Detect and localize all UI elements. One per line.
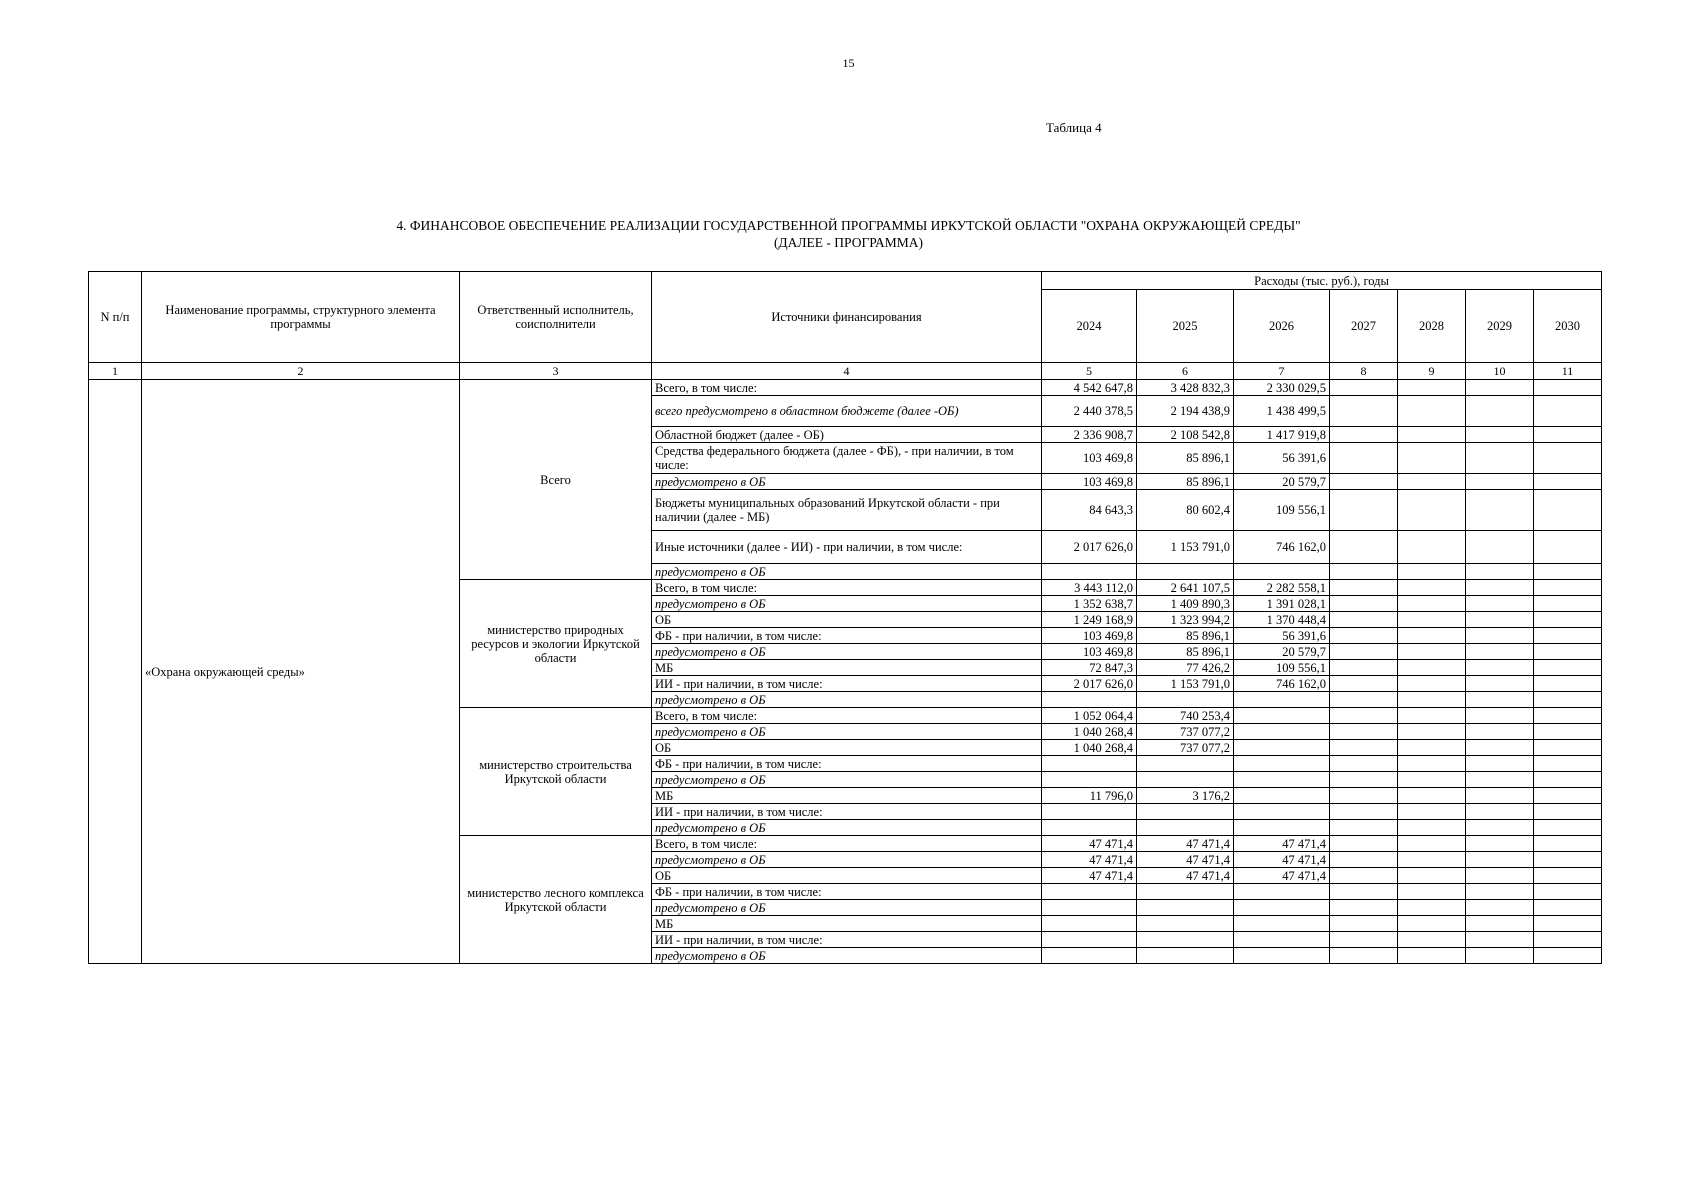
- amount-cell-2029: [1466, 884, 1534, 900]
- amount-cell-2027: [1330, 788, 1398, 804]
- amount-cell-2025: 737 077,2: [1137, 724, 1234, 740]
- amount-cell-2027: [1330, 868, 1398, 884]
- amount-cell-2028: [1398, 474, 1466, 490]
- amount-cell-2026: 20 579,7: [1234, 644, 1330, 660]
- amount-cell-2024: 11 796,0: [1042, 788, 1137, 804]
- amount-cell-2025: 2 641 107,5: [1137, 580, 1234, 596]
- amount-cell-2025: 2 108 542,8: [1137, 427, 1234, 443]
- amount-cell-2027: [1330, 724, 1398, 740]
- amount-cell-2026: 746 162,0: [1234, 676, 1330, 692]
- amount-cell-2027: [1330, 474, 1398, 490]
- amount-cell-2026: 109 556,1: [1234, 490, 1330, 531]
- header-year: 2026: [1234, 290, 1330, 363]
- column-number: 3: [460, 363, 652, 380]
- amount-cell-2027: [1330, 427, 1398, 443]
- funding-source-cell: предусмотрено в ОБ: [652, 724, 1042, 740]
- amount-cell-2030: [1534, 804, 1602, 820]
- amount-cell-2028: [1398, 740, 1466, 756]
- amount-cell-2026: [1234, 916, 1330, 932]
- amount-cell-2026: 56 391,6: [1234, 443, 1330, 474]
- amount-cell-2025: 47 471,4: [1137, 868, 1234, 884]
- amount-cell-2029: [1466, 644, 1534, 660]
- document-title: [0, 217, 1697, 251]
- amount-cell-2029: [1466, 804, 1534, 820]
- amount-cell-2027: [1330, 756, 1398, 772]
- column-number: 5: [1042, 363, 1137, 380]
- amount-cell-2024: [1042, 932, 1137, 948]
- funding-source-cell: ФБ - при наличии, в том числе:: [652, 884, 1042, 900]
- column-number: 9: [1398, 363, 1466, 380]
- amount-cell-2026: 1 417 919,8: [1234, 427, 1330, 443]
- amount-cell-2027: [1330, 772, 1398, 788]
- amount-cell-2024: 47 471,4: [1042, 852, 1137, 868]
- funding-source-cell: Средства федерального бюджета (далее - ФБ), - при наличии, в том числе:: [652, 443, 1042, 474]
- amount-cell-2025: [1137, 772, 1234, 788]
- header-year: 2024: [1042, 290, 1137, 363]
- amount-cell-2030: [1534, 932, 1602, 948]
- amount-cell-2025: [1137, 756, 1234, 772]
- funding-source-cell: Всего, в том числе:: [652, 380, 1042, 396]
- amount-cell-2030: [1534, 676, 1602, 692]
- amount-cell-2025: 3 176,2: [1137, 788, 1234, 804]
- amount-cell-2025: [1137, 804, 1234, 820]
- amount-cell-2025: 85 896,1: [1137, 474, 1234, 490]
- amount-cell-2024: 47 471,4: [1042, 868, 1137, 884]
- table-body: [89, 380, 1602, 964]
- amount-cell-2029: [1466, 788, 1534, 804]
- amount-cell-2024: 47 471,4: [1042, 836, 1137, 852]
- amount-cell-2029: [1466, 396, 1534, 427]
- amount-cell-2024: 2 440 378,5: [1042, 396, 1137, 427]
- amount-cell-2027: [1330, 884, 1398, 900]
- funding-source-cell: ИИ - при наличии, в том числе:: [652, 676, 1042, 692]
- amount-cell-2026: 109 556,1: [1234, 660, 1330, 676]
- amount-cell-2026: 1 391 028,1: [1234, 596, 1330, 612]
- amount-cell-2029: [1466, 756, 1534, 772]
- amount-cell-2028: [1398, 427, 1466, 443]
- column-number: 10: [1466, 363, 1534, 380]
- header-year: 2028: [1398, 290, 1466, 363]
- amount-cell-2024: 103 469,8: [1042, 628, 1137, 644]
- funding-source-cell: предусмотрено в ОБ: [652, 644, 1042, 660]
- amount-cell-2028: [1398, 708, 1466, 724]
- amount-cell-2029: [1466, 564, 1534, 580]
- funding-source-cell: всего предусмотрено в областном бюджете (далее -ОБ): [652, 396, 1042, 427]
- amount-cell-2027: [1330, 916, 1398, 932]
- amount-cell-2027: [1330, 692, 1398, 708]
- amount-cell-2029: [1466, 628, 1534, 644]
- funding-source-cell: МБ: [652, 788, 1042, 804]
- amount-cell-2027: [1330, 820, 1398, 836]
- amount-cell-2027: [1330, 676, 1398, 692]
- amount-cell-2027: [1330, 628, 1398, 644]
- amount-cell-2027: [1330, 396, 1398, 427]
- amount-cell-2028: [1398, 932, 1466, 948]
- column-number: 2: [142, 363, 460, 380]
- header-name: Наименование программы, структурного элемента программы: [142, 272, 460, 363]
- amount-cell-2030: [1534, 596, 1602, 612]
- amount-cell-2024: 4 542 647,8: [1042, 380, 1137, 396]
- funding-source-cell: ФБ - при наличии, в том числе:: [652, 756, 1042, 772]
- header-year: 2029: [1466, 290, 1534, 363]
- amount-cell-2024: [1042, 772, 1137, 788]
- amount-cell-2028: [1398, 676, 1466, 692]
- amount-cell-2029: [1466, 772, 1534, 788]
- amount-cell-2030: [1534, 868, 1602, 884]
- funding-source-cell: предусмотрено в ОБ: [652, 564, 1042, 580]
- amount-cell-2030: [1534, 380, 1602, 396]
- funding-source-cell: ФБ - при наличии, в том числе:: [652, 628, 1042, 644]
- amount-cell-2026: 746 162,0: [1234, 531, 1330, 564]
- amount-cell-2026: [1234, 564, 1330, 580]
- header-year: 2030: [1534, 290, 1602, 363]
- amount-cell-2030: [1534, 628, 1602, 644]
- amount-cell-2028: [1398, 916, 1466, 932]
- amount-cell-2030: [1534, 948, 1602, 964]
- amount-cell-2026: [1234, 804, 1330, 820]
- amount-cell-2024: 72 847,3: [1042, 660, 1137, 676]
- funding-source-cell: МБ: [652, 916, 1042, 932]
- amount-cell-2029: [1466, 836, 1534, 852]
- amount-cell-2028: [1398, 772, 1466, 788]
- amount-cell-2029: [1466, 916, 1534, 932]
- amount-cell-2030: [1534, 740, 1602, 756]
- column-number: 1: [89, 363, 142, 380]
- funding-source-cell: предусмотрено в ОБ: [652, 900, 1042, 916]
- amount-cell-2029: [1466, 724, 1534, 740]
- amount-cell-2024: [1042, 564, 1137, 580]
- amount-cell-2028: [1398, 443, 1466, 474]
- header-executor: Ответственный исполнитель, соисполнители: [460, 272, 652, 363]
- amount-cell-2025: [1137, 948, 1234, 964]
- amount-cell-2025: 1 153 791,0: [1137, 676, 1234, 692]
- column-number: 7: [1234, 363, 1330, 380]
- amount-cell-2025: 85 896,1: [1137, 644, 1234, 660]
- funding-source-cell: предусмотрено в ОБ: [652, 474, 1042, 490]
- amount-cell-2026: [1234, 820, 1330, 836]
- amount-cell-2030: [1534, 852, 1602, 868]
- amount-cell-2028: [1398, 628, 1466, 644]
- amount-cell-2029: [1466, 490, 1534, 531]
- amount-cell-2027: [1330, 804, 1398, 820]
- amount-cell-2026: 47 471,4: [1234, 868, 1330, 884]
- amount-cell-2027: [1330, 740, 1398, 756]
- funding-source-cell: ОБ: [652, 868, 1042, 884]
- amount-cell-2026: [1234, 932, 1330, 948]
- amount-cell-2024: [1042, 804, 1137, 820]
- amount-cell-2025: 737 077,2: [1137, 740, 1234, 756]
- amount-cell-2026: [1234, 692, 1330, 708]
- amount-cell-2030: [1534, 772, 1602, 788]
- amount-cell-2028: [1398, 884, 1466, 900]
- amount-cell-2024: [1042, 884, 1137, 900]
- amount-cell-2030: [1534, 916, 1602, 932]
- amount-cell-2029: [1466, 676, 1534, 692]
- amount-cell-2024: [1042, 948, 1137, 964]
- amount-cell-2026: 56 391,6: [1234, 628, 1330, 644]
- executor-cell: министерство лесного комплекса Иркутской области: [460, 836, 652, 964]
- amount-cell-2027: [1330, 380, 1398, 396]
- amount-cell-2028: [1398, 380, 1466, 396]
- amount-cell-2026: [1234, 740, 1330, 756]
- column-number: 6: [1137, 363, 1234, 380]
- funding-source-cell: Всего, в том числе:: [652, 580, 1042, 596]
- executor-cell: министерство строительства Иркутской области: [460, 708, 652, 836]
- amount-cell-2027: [1330, 932, 1398, 948]
- funding-source-cell: предусмотрено в ОБ: [652, 948, 1042, 964]
- amount-cell-2026: [1234, 788, 1330, 804]
- amount-cell-2025: [1137, 564, 1234, 580]
- amount-cell-2024: [1042, 692, 1137, 708]
- amount-cell-2026: 47 471,4: [1234, 852, 1330, 868]
- amount-cell-2025: [1137, 900, 1234, 916]
- amount-cell-2025: 85 896,1: [1137, 628, 1234, 644]
- amount-cell-2024: 103 469,8: [1042, 474, 1137, 490]
- amount-cell-2028: [1398, 692, 1466, 708]
- funding-source-cell: ОБ: [652, 740, 1042, 756]
- amount-cell-2028: [1398, 948, 1466, 964]
- funding-source-cell: предусмотрено в ОБ: [652, 596, 1042, 612]
- amount-cell-2030: [1534, 724, 1602, 740]
- amount-cell-2029: [1466, 612, 1534, 628]
- amount-cell-2026: 1 438 499,5: [1234, 396, 1330, 427]
- amount-cell-2024: 2 017 626,0: [1042, 531, 1137, 564]
- amount-cell-2024: [1042, 820, 1137, 836]
- amount-cell-2029: [1466, 580, 1534, 596]
- header-num: N п/п: [89, 272, 142, 363]
- amount-cell-2028: [1398, 756, 1466, 772]
- amount-cell-2030: [1534, 756, 1602, 772]
- amount-cell-2028: [1398, 852, 1466, 868]
- amount-cell-2027: [1330, 564, 1398, 580]
- funding-source-cell: ОБ: [652, 612, 1042, 628]
- amount-cell-2030: [1534, 612, 1602, 628]
- header-year: 2027: [1330, 290, 1398, 363]
- amount-cell-2027: [1330, 660, 1398, 676]
- amount-cell-2024: 1 040 268,4: [1042, 740, 1137, 756]
- amount-cell-2025: 47 471,4: [1137, 836, 1234, 852]
- amount-cell-2028: [1398, 580, 1466, 596]
- amount-cell-2030: [1534, 564, 1602, 580]
- column-number: 4: [652, 363, 1042, 380]
- amount-cell-2029: [1466, 740, 1534, 756]
- amount-cell-2029: [1466, 596, 1534, 612]
- amount-cell-2030: [1534, 660, 1602, 676]
- amount-cell-2025: 1 409 890,3: [1137, 596, 1234, 612]
- amount-cell-2028: [1398, 490, 1466, 531]
- amount-cell-2024: 103 469,8: [1042, 644, 1137, 660]
- document-title-line-2: (ДАЛЕЕ - ПРОГРАММА): [773, 235, 924, 250]
- funding-source-cell: предусмотрено в ОБ: [652, 692, 1042, 708]
- executor-cell: Всего: [460, 380, 652, 580]
- amount-cell-2027: [1330, 443, 1398, 474]
- amount-cell-2026: [1234, 948, 1330, 964]
- amount-cell-2028: [1398, 596, 1466, 612]
- amount-cell-2030: [1534, 692, 1602, 708]
- amount-cell-2029: [1466, 660, 1534, 676]
- funding-source-cell: Всего, в том числе:: [652, 836, 1042, 852]
- amount-cell-2024: 1 249 168,9: [1042, 612, 1137, 628]
- amount-cell-2027: [1330, 644, 1398, 660]
- amount-cell-2025: [1137, 916, 1234, 932]
- funding-source-cell: предусмотрено в ОБ: [652, 852, 1042, 868]
- amount-cell-2027: [1330, 852, 1398, 868]
- amount-cell-2029: [1466, 852, 1534, 868]
- amount-cell-2030: [1534, 474, 1602, 490]
- amount-cell-2030: [1534, 820, 1602, 836]
- table-row: [89, 380, 1602, 396]
- amount-cell-2028: [1398, 660, 1466, 676]
- document-title-line-1: 4. ФИНАНСОВОЕ ОБЕСПЕЧЕНИЕ РЕАЛИЗАЦИИ ГОСУДАРСТВЕННОЙ ПРОГРАММЫ ИРКУТСКОЙ ОБЛАСТИ "ОХРАНА ОКРУЖАЮЩЕЙ СРЕДЫ": [396, 218, 1301, 233]
- amount-cell-2030: [1534, 490, 1602, 531]
- amount-cell-2024: 1 052 064,4: [1042, 708, 1137, 724]
- amount-cell-2026: [1234, 756, 1330, 772]
- amount-cell-2027: [1330, 948, 1398, 964]
- header-expenses: Расходы (тыс. руб.), годы: [1042, 272, 1602, 290]
- amount-cell-2027: [1330, 580, 1398, 596]
- amount-cell-2030: [1534, 836, 1602, 852]
- amount-cell-2029: [1466, 380, 1534, 396]
- funding-source-cell: предусмотрено в ОБ: [652, 772, 1042, 788]
- amount-cell-2029: [1466, 948, 1534, 964]
- amount-cell-2030: [1534, 644, 1602, 660]
- amount-cell-2024: 1 352 638,7: [1042, 596, 1137, 612]
- amount-cell-2026: 47 471,4: [1234, 836, 1330, 852]
- amount-cell-2029: [1466, 531, 1534, 564]
- program-name-cell: «Охрана окружающей среды»: [142, 380, 460, 964]
- amount-cell-2025: 77 426,2: [1137, 660, 1234, 676]
- amount-cell-2027: [1330, 708, 1398, 724]
- amount-cell-2029: [1466, 708, 1534, 724]
- row-number-cell: [89, 380, 142, 964]
- amount-cell-2028: [1398, 804, 1466, 820]
- amount-cell-2028: [1398, 836, 1466, 852]
- amount-cell-2029: [1466, 474, 1534, 490]
- amount-cell-2029: [1466, 692, 1534, 708]
- amount-cell-2028: [1398, 724, 1466, 740]
- funding-source-cell: Областной бюджет (далее - ОБ): [652, 427, 1042, 443]
- funding-source-cell: ИИ - при наличии, в том числе:: [652, 932, 1042, 948]
- column-number: 11: [1534, 363, 1602, 380]
- amount-cell-2029: [1466, 427, 1534, 443]
- amount-cell-2025: 80 602,4: [1137, 490, 1234, 531]
- amount-cell-2027: [1330, 490, 1398, 531]
- amount-cell-2030: [1534, 580, 1602, 596]
- amount-cell-2026: [1234, 900, 1330, 916]
- amount-cell-2026: 2 330 029,5: [1234, 380, 1330, 396]
- amount-cell-2025: 1 153 791,0: [1137, 531, 1234, 564]
- funding-source-cell: ИИ - при наличии, в том числе:: [652, 804, 1042, 820]
- amount-cell-2030: [1534, 396, 1602, 427]
- amount-cell-2027: [1330, 596, 1398, 612]
- amount-cell-2026: 1 370 448,4: [1234, 612, 1330, 628]
- amount-cell-2030: [1534, 531, 1602, 564]
- amount-cell-2030: [1534, 427, 1602, 443]
- amount-cell-2025: 3 428 832,3: [1137, 380, 1234, 396]
- amount-cell-2029: [1466, 820, 1534, 836]
- amount-cell-2025: [1137, 932, 1234, 948]
- funding-source-cell: предусмотрено в ОБ: [652, 820, 1042, 836]
- amount-cell-2027: [1330, 531, 1398, 564]
- amount-cell-2024: 2 336 908,7: [1042, 427, 1137, 443]
- page-number: 15: [842, 56, 855, 70]
- funding-source-cell: Всего, в том числе:: [652, 708, 1042, 724]
- amount-cell-2025: 1 323 994,2: [1137, 612, 1234, 628]
- header-year: 2025: [1137, 290, 1234, 363]
- amount-cell-2030: [1534, 708, 1602, 724]
- financing-table: [88, 271, 1602, 964]
- funding-source-cell: МБ: [652, 660, 1042, 676]
- amount-cell-2027: [1330, 612, 1398, 628]
- funding-source-cell: Бюджеты муниципальных образований Иркутской области - при наличии (далее - МБ): [652, 490, 1042, 531]
- amount-cell-2024: 84 643,3: [1042, 490, 1137, 531]
- funding-source-cell: Иные источники (далее - ИИ) - при наличии, в том числе:: [652, 531, 1042, 564]
- amount-cell-2029: [1466, 868, 1534, 884]
- amount-cell-2025: [1137, 820, 1234, 836]
- amount-cell-2028: [1398, 396, 1466, 427]
- column-numbers-row: [89, 363, 1602, 380]
- column-number: 8: [1330, 363, 1398, 380]
- amount-cell-2027: [1330, 900, 1398, 916]
- amount-cell-2028: [1398, 820, 1466, 836]
- amount-cell-2028: [1398, 564, 1466, 580]
- amount-cell-2025: [1137, 884, 1234, 900]
- amount-cell-2028: [1398, 868, 1466, 884]
- table-caption: Таблица 4: [1046, 120, 1102, 135]
- amount-cell-2025: 2 194 438,9: [1137, 396, 1234, 427]
- amount-cell-2028: [1398, 612, 1466, 628]
- amount-cell-2026: [1234, 884, 1330, 900]
- amount-cell-2030: [1534, 788, 1602, 804]
- amount-cell-2028: [1398, 900, 1466, 916]
- amount-cell-2024: [1042, 900, 1137, 916]
- amount-cell-2024: 103 469,8: [1042, 443, 1137, 474]
- amount-cell-2024: 3 443 112,0: [1042, 580, 1137, 596]
- amount-cell-2025: 740 253,4: [1137, 708, 1234, 724]
- amount-cell-2029: [1466, 932, 1534, 948]
- amount-cell-2024: 1 040 268,4: [1042, 724, 1137, 740]
- amount-cell-2027: [1330, 836, 1398, 852]
- amount-cell-2024: 2 017 626,0: [1042, 676, 1137, 692]
- amount-cell-2025: [1137, 692, 1234, 708]
- amount-cell-2024: [1042, 916, 1137, 932]
- amount-cell-2026: [1234, 772, 1330, 788]
- amount-cell-2025: 47 471,4: [1137, 852, 1234, 868]
- amount-cell-2028: [1398, 531, 1466, 564]
- amount-cell-2029: [1466, 443, 1534, 474]
- amount-cell-2030: [1534, 884, 1602, 900]
- amount-cell-2028: [1398, 644, 1466, 660]
- amount-cell-2026: [1234, 708, 1330, 724]
- amount-cell-2030: [1534, 443, 1602, 474]
- amount-cell-2029: [1466, 900, 1534, 916]
- amount-cell-2028: [1398, 788, 1466, 804]
- executor-cell: министерство природных ресурсов и экологии Иркутской области: [460, 580, 652, 708]
- amount-cell-2024: [1042, 756, 1137, 772]
- amount-cell-2026: 20 579,7: [1234, 474, 1330, 490]
- amount-cell-2026: [1234, 724, 1330, 740]
- amount-cell-2026: 2 282 558,1: [1234, 580, 1330, 596]
- amount-cell-2025: 85 896,1: [1137, 443, 1234, 474]
- header-sources: Источники финансирования: [652, 272, 1042, 363]
- amount-cell-2030: [1534, 900, 1602, 916]
